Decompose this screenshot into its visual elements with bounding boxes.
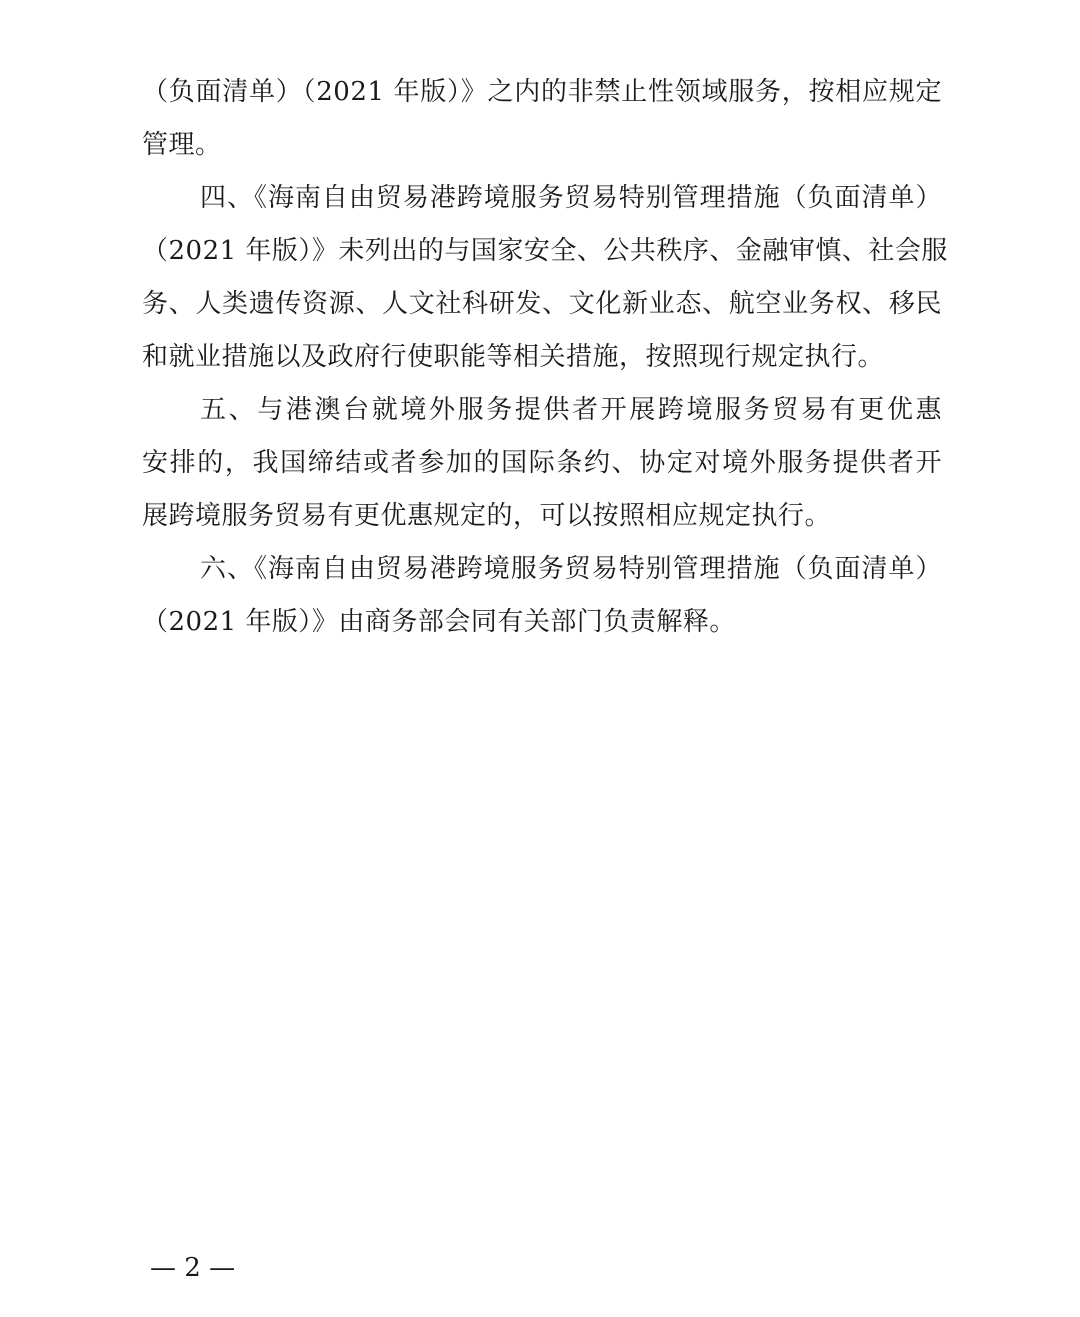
text-line: 展跨境服务贸易有更优惠规定的，可以按照相应规定执行。 (142, 501, 832, 531)
text-line: （2021 年版）》由商务部会同有关部门负责解释。 (142, 607, 736, 637)
text-line: 六、《海南自由贸易港跨境服务贸易特别管理措施（负面清单） (200, 554, 942, 584)
page-number: — 2 — (150, 1253, 236, 1283)
text-line: 四、《海南自由贸易港跨境服务贸易特别管理措施（负面清单） (200, 183, 942, 213)
paragraph-item-6 (142, 543, 942, 649)
paragraph-continuation (142, 66, 942, 172)
text-line: 安排的，我国缔结或者参加的国际条约、协定对境外服务提供者开 (142, 448, 942, 478)
text-line: 管理。 (142, 130, 222, 160)
text-line: 和就业措施以及政府行使职能等相关措施，按照现行规定执行。 (142, 342, 885, 372)
paragraph-item-4 (142, 172, 948, 384)
paragraph-item-5 (142, 384, 942, 543)
text-line: （2021 年版）》未列出的与国家安全、公共秩序、金融审慎、社会服 (142, 236, 948, 266)
text-line: 务、人类遗传资源、人文社科研发、文化新业态、航空业务权、移民 (142, 289, 942, 319)
text-line: （负面清单）（2021 年版）》之内的非禁止性领域服务，按相应规定 (142, 77, 942, 107)
document-body (142, 66, 948, 649)
text-line: 五、与港澳台就境外服务提供者开展跨境服务贸易有更优惠 (200, 395, 942, 425)
